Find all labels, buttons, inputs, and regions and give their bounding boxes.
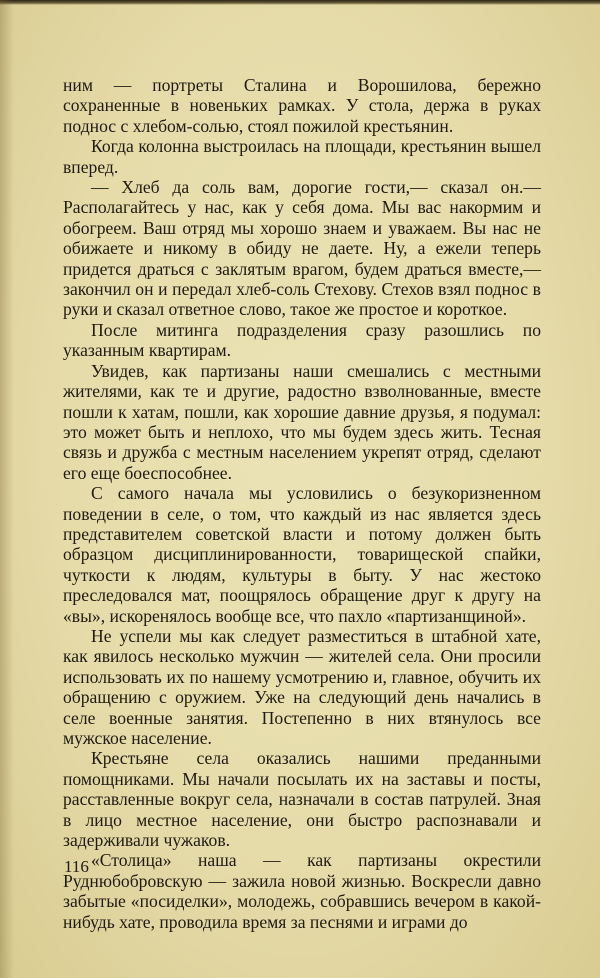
- paragraph-7: Не успели мы как следует разместиться в штабной хате, как явилось несколько мужчин — жителей села. Они просили использовать их по нашему усмотрению и, главное, обучить их обращению с оружием. Уже на следующий день начались в селе военные занятия. Постепенно в них втянулось все мужское население.: [63, 625, 541, 748]
- page-number: 116: [64, 857, 89, 876]
- paragraph-6: С самого начала мы условились о безукоризненном поведении в селе, о том, что каждый из нас является здесь представителем советской власти и потому должен быть образцом дисциплинированности, товарищеской спайки, чуткости к людям, культуры в быту. У нас жестоко преследовался мат, поощрялось обращение друг к другу на «вы», искоренялось вообще все, что пахло «партизанщиной».: [63, 483, 541, 626]
- body-text: [63, 75, 541, 932]
- paragraph-4: После митинга подразделения сразу разошлись по указанным квартирам.: [63, 319, 541, 361]
- paragraph-5: Увидев, как партизаны наши смешались с местными жителями, как те и другие, радостно взволнованные, вместе пошли к хатам, пошли, как хорошие давние друзья, я подумал: это может быть и неплохо, что мы будем здесь жить. Тесная связь и дружба с местным населением укрепят отряд, сделают его еще боеспособнее.: [63, 360, 541, 483]
- paragraph-2: Когда колонна выстроилась на площади, крестьянин вышел вперед.: [63, 136, 541, 177]
- paragraph-8: Крестьяне села оказались нашими преданными помощниками. Мы начали посылать их на заставы и посты, расставленные вокруг села, назначали в состав патрулей. Зная в лицо местное население, они быстро распознавали и задерживали чужаков.: [63, 748, 541, 851]
- paragraph-3: — Хлеб да соль вам, дорогие гости,— сказал он.— Располагайтесь у нас, как у себя дома. Мы вас накормим и обогреем. Ваш отряд мы хорошо знаем и уважаем. Вы нас не обижаете и никому в обиду не даете. Ну, а ежели теперь придется драться с заклятым врагом, будем драться вместе,— закончил он и передал хлеб-соль Стехову. Стехов взял поднос в руки и сказал ответное слово, такое же простое и короткое.: [63, 177, 541, 320]
- page-binding-shadow: [0, 0, 14, 978]
- page-top-edge: [0, 0, 600, 5]
- paragraph-1: ним — портреты Сталина и Ворошилова, бережно сохраненные в новеньких рамках. У стола, держа в руках поднос с хлебом-солью, стоял пожилой крестьянин.: [63, 75, 541, 136]
- paragraph-9: «Столица» наша — как партизаны окрестили Руднюбобровскую — зажила новой жизнью. Воскресли давно забытые «посиделки», молодежь, собравшись вечером в какой-нибудь хате, проводила время за песнями и играми до: [63, 850, 541, 932]
